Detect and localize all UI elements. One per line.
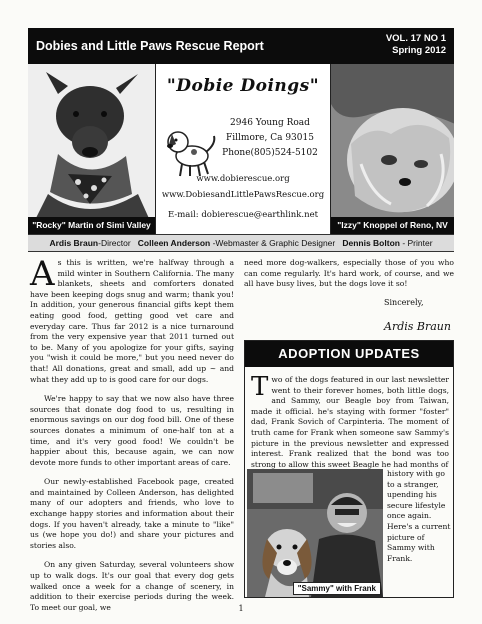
address-line-2: Fillmore, Ca 93015 (226, 133, 314, 143)
photo-sammy-frank (247, 469, 383, 597)
doberman-photo (28, 64, 156, 234)
staff-role-webmaster: -Webmaster & Graphic Designer (210, 238, 336, 248)
photo-caption-rocky: "Rocky" Martin of Simi Valley (28, 217, 155, 234)
article-paragraph-4: On any given Saturday, several volunteers show up to walk dogs. It's our goal that every dog gets walked once a week for a change of scenery, in addition to their exercise periods during the week. To meet our goal, we (30, 560, 234, 612)
masthead-title: "Dobie Doings" (166, 76, 320, 96)
issue-info (386, 33, 446, 57)
article-paragraph-5: need more dog-walkers, especially those of you who can come regularly. It's hard work, of course, and we all have busy lives, but the dogs love it so! (244, 258, 454, 289)
season: Spring 2012 (392, 45, 446, 56)
staff-role-director: -Director (98, 238, 131, 248)
article-paragraph-2: We're happy to say that we now also have three sources that donate dog food to us, resulting in enormous savings on our dog food bill. One of these sources donates a minimum of one-half ton at a time, and it's very good food! We couldn't be happier about this, because again, we can now devote more funds to other important areas of care. (30, 394, 234, 467)
volume-number: VOL. 17 NO 1 (385, 33, 446, 44)
article-right-column (244, 258, 454, 299)
staff-bar (28, 234, 454, 252)
article-left-column (30, 254, 234, 622)
staff-name-printer: Dennis Bolton (342, 238, 400, 248)
masthead (156, 64, 330, 234)
page-number: 1 (238, 604, 244, 613)
adoption-side-text: history with go to a stranger, upending his secure lifestyle once again. Here's a current picture of Sammy with Frank. (387, 469, 451, 563)
photo-rocky (28, 64, 156, 234)
adoption-heading: ADOPTION UPDATES (245, 341, 453, 367)
staff-name-webmaster: Colleen Anderson (137, 238, 211, 248)
cartoon-dog-icon (164, 122, 218, 178)
adoption-updates-box (244, 340, 454, 598)
website-link-1[interactable]: www.dobierescue.org (196, 174, 290, 184)
photo-caption-izzy: "Izzy" Knoppel of Reno, NV (331, 217, 454, 234)
terrier-photo (331, 64, 454, 234)
closing: Sincerely, (384, 298, 424, 307)
signature: Ardis Braun (384, 320, 451, 333)
address-line-1: 2946 Young Road (230, 118, 310, 128)
staff-name-director: Ardis Braun (49, 238, 99, 248)
drop-cap: A (30, 254, 55, 294)
header-banner (28, 28, 454, 64)
adoption-text: Two of the dogs featured in our last newsletter went to their forever homes, both little dogs, and Sammy, our Beagle boy from Taiwan, made it official. he's staying with former "foster" dad, Frank Sovich of Carpinteria. The moment of truth came for Frank when someone saw Sammy's picture in the previous newsletter and expressed interest. Frank realized that the bond was too strong to allow this sweet Beagle he had months of (251, 372, 449, 469)
phone-number: Phone(805)524-5102 (222, 148, 318, 158)
website-links (156, 174, 330, 200)
photo-izzy (330, 64, 454, 234)
adoption-drop-cap: T (251, 372, 269, 402)
contact-block (216, 116, 324, 161)
email-link[interactable]: E-mail: dobierescue@earthlink.net (167, 210, 319, 220)
newsletter-title: Dobies and Little Paws Rescue Report (36, 39, 264, 53)
photo-caption-sammy: "Sammy" with Frank (293, 582, 381, 595)
staff-role-printer: - Printer (399, 238, 433, 248)
website-link-2[interactable]: www.DobiesandLittlePawsRescue.org (161, 190, 325, 200)
man-and-beagle-photo (247, 469, 383, 597)
article-paragraph-3: Our newly-established Facebook page, created and maintained by Colleen Anderson, has delighted many of our adopters and friends, who love to exchange happy stories and information about their dogs. If you haven't already, take a minute to "like" us (we hope you do!) and share your pictures and stories also. (30, 477, 234, 550)
article-paragraph-1: As this is written, we're halfway through a mild winter in Southern California. The many blankets, sheets and comforters donated have been keeping dogs snug and warm; thank you! In addition, your generous financial gifts kept them eating good food, getting good vet care and everyday care. Thus far 2012 is a nice turnaround from the very expensive year that 2011 turned out to be. Many of you apologize for your gifts, saying you "wish it could be more," but you need never do that! All donations, great and small, add up ~ and what they add up to is good care for our dogs. (30, 254, 234, 384)
